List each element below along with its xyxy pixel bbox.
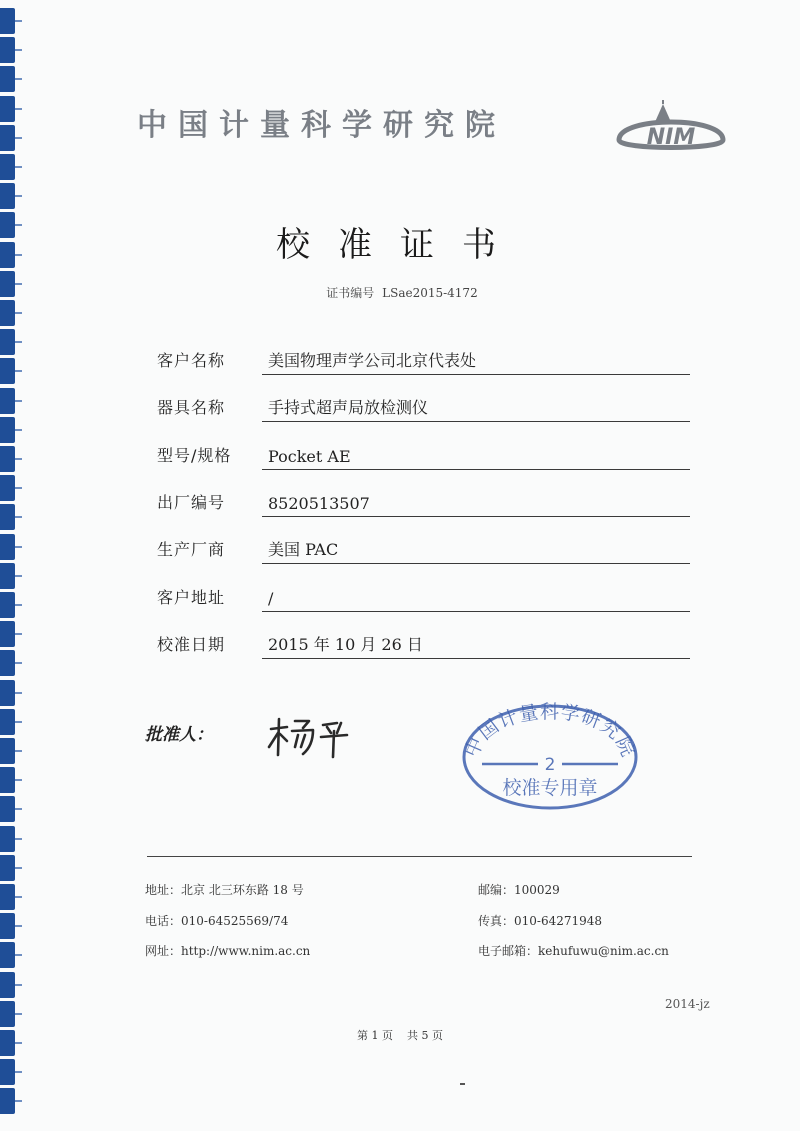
institute-name: 中国计量科学研究院 (137, 108, 506, 143)
field-value: 美国物理声学公司北京代表处 (268, 351, 477, 370)
binding-ring (15, 400, 22, 402)
binding-hole (0, 417, 15, 443)
nim-logo-icon (615, 98, 727, 154)
scan-mark (460, 1083, 465, 1085)
field-label: 型号/规格 (157, 446, 232, 465)
field-customer-name (157, 345, 690, 375)
certificate-number-value: LSae2015-4172 (382, 286, 478, 300)
binding-hole (0, 534, 15, 560)
field-label: 器具名称 (157, 398, 226, 417)
binding-hole (0, 680, 15, 706)
field-label: 出厂编号 (157, 493, 226, 512)
binding-hole (0, 942, 15, 968)
binding-ring (15, 779, 22, 781)
certificate-number (0, 284, 800, 301)
field-value: 8520513507 (268, 494, 370, 513)
binding-hole (0, 475, 15, 501)
field-calibration-date (157, 629, 690, 659)
binding-ring (15, 78, 22, 80)
handwritten-signature (265, 715, 360, 760)
binding-ring (15, 604, 22, 606)
binding-ring (15, 575, 22, 577)
binding-hole (0, 592, 15, 618)
official-seal-stamp (460, 702, 640, 812)
binding-hole (0, 1059, 15, 1085)
binding-hole (0, 8, 15, 34)
contact-fax: 传真：010-64271948 (478, 914, 603, 928)
certificate-number-label: 证书编号 (326, 286, 375, 300)
field-value: 2015 年 10 月 26 日 (268, 635, 423, 654)
binding-hole (0, 563, 15, 589)
binding-hole (0, 650, 15, 676)
binding-ring (15, 838, 22, 840)
binding-ring (15, 137, 22, 139)
binding-ring (15, 808, 22, 810)
field-value: Pocket AE (268, 447, 351, 466)
binding-hole (0, 125, 15, 151)
page-number: 第 1 页 共 5 页 (357, 1029, 443, 1042)
field-value-line (262, 443, 690, 470)
binding-ring (15, 867, 22, 869)
binding-ring (15, 312, 22, 314)
binding-hole (0, 855, 15, 881)
footer-divider (147, 856, 692, 857)
binding-ring (15, 546, 22, 548)
binding-ring (15, 925, 22, 927)
approver-label: 批准人： (145, 725, 213, 745)
field-value-line (262, 395, 690, 422)
institute-header (137, 100, 506, 144)
binding-hole (0, 796, 15, 822)
binding-ring (15, 633, 22, 635)
binding-hole (0, 183, 15, 209)
contact-address: 地址：北京 北三环东路 18 号 (145, 883, 304, 897)
binding-ring (15, 750, 22, 752)
binding-hole (0, 972, 15, 998)
binding-ring (15, 429, 22, 431)
stamp-bottom-text: 校准专用章 (502, 777, 598, 799)
binding-ring (15, 458, 22, 460)
field-value-line (262, 537, 690, 564)
field-manufacturer (157, 534, 690, 564)
binding-hole (0, 913, 15, 939)
binding-ring (15, 49, 22, 51)
binding-hole (0, 388, 15, 414)
contact-email: 电子邮箱：kehufuwu@nim.ac.cn (478, 944, 669, 958)
binding-hole (0, 504, 15, 530)
binding-ring (15, 721, 22, 723)
binding-ring (15, 1100, 22, 1102)
binding-hole (0, 621, 15, 647)
binding-hole (0, 300, 15, 326)
binding-ring (15, 166, 22, 168)
field-customer-address (157, 582, 690, 612)
field-label: 生产厂商 (157, 540, 226, 559)
field-model (157, 440, 690, 470)
field-label: 客户名称 (157, 351, 226, 370)
binding-strip (0, 0, 22, 1131)
field-value-line (262, 348, 690, 375)
binding-ring (15, 1013, 22, 1015)
binding-hole (0, 1088, 15, 1114)
field-value-line (262, 632, 690, 659)
field-serial-number (157, 487, 690, 517)
svg-text:中国计量科学研究院 (461, 702, 640, 761)
binding-hole (0, 66, 15, 92)
binding-ring (15, 896, 22, 898)
binding-hole (0, 884, 15, 910)
binding-hole (0, 767, 15, 793)
form-code: 2014-jz (665, 997, 710, 1011)
field-value-line (262, 490, 690, 517)
binding-ring (15, 516, 22, 518)
binding-hole (0, 1001, 15, 1027)
binding-ring (15, 108, 22, 110)
binding-ring (15, 984, 22, 986)
logo-text: NIM (646, 125, 696, 150)
field-value-line (262, 585, 690, 612)
binding-hole (0, 154, 15, 180)
binding-hole (0, 96, 15, 122)
contact-phone: 电话：010-64525569/74 (145, 914, 289, 928)
contact-postcode: 邮编：100029 (478, 883, 560, 897)
binding-ring (15, 20, 22, 22)
binding-ring (15, 341, 22, 343)
field-instrument-name (157, 392, 690, 422)
binding-hole (0, 37, 15, 63)
contact-website: 网址：http://www.nim.ac.cn (145, 944, 311, 958)
binding-hole (0, 329, 15, 355)
field-value: 手持式超声局放检测仪 (268, 398, 429, 417)
document-title: 校准证书 (276, 225, 524, 265)
binding-hole (0, 709, 15, 735)
binding-ring (15, 487, 22, 489)
binding-ring (15, 692, 22, 694)
binding-ring (15, 662, 22, 664)
binding-ring (15, 370, 22, 372)
binding-hole (0, 358, 15, 384)
binding-hole (0, 826, 15, 852)
field-label: 校准日期 (157, 635, 226, 654)
binding-ring (15, 195, 22, 197)
stamp-number: 2 (544, 755, 556, 775)
field-value: / (268, 589, 274, 608)
field-label: 客户地址 (157, 588, 226, 607)
field-value: 美国 PAC (268, 540, 339, 559)
binding-hole (0, 738, 15, 764)
binding-hole (0, 446, 15, 472)
binding-ring (15, 1071, 22, 1073)
stamp-top-text: 中国计量科学研究院 (460, 702, 640, 761)
binding-ring (15, 954, 22, 956)
